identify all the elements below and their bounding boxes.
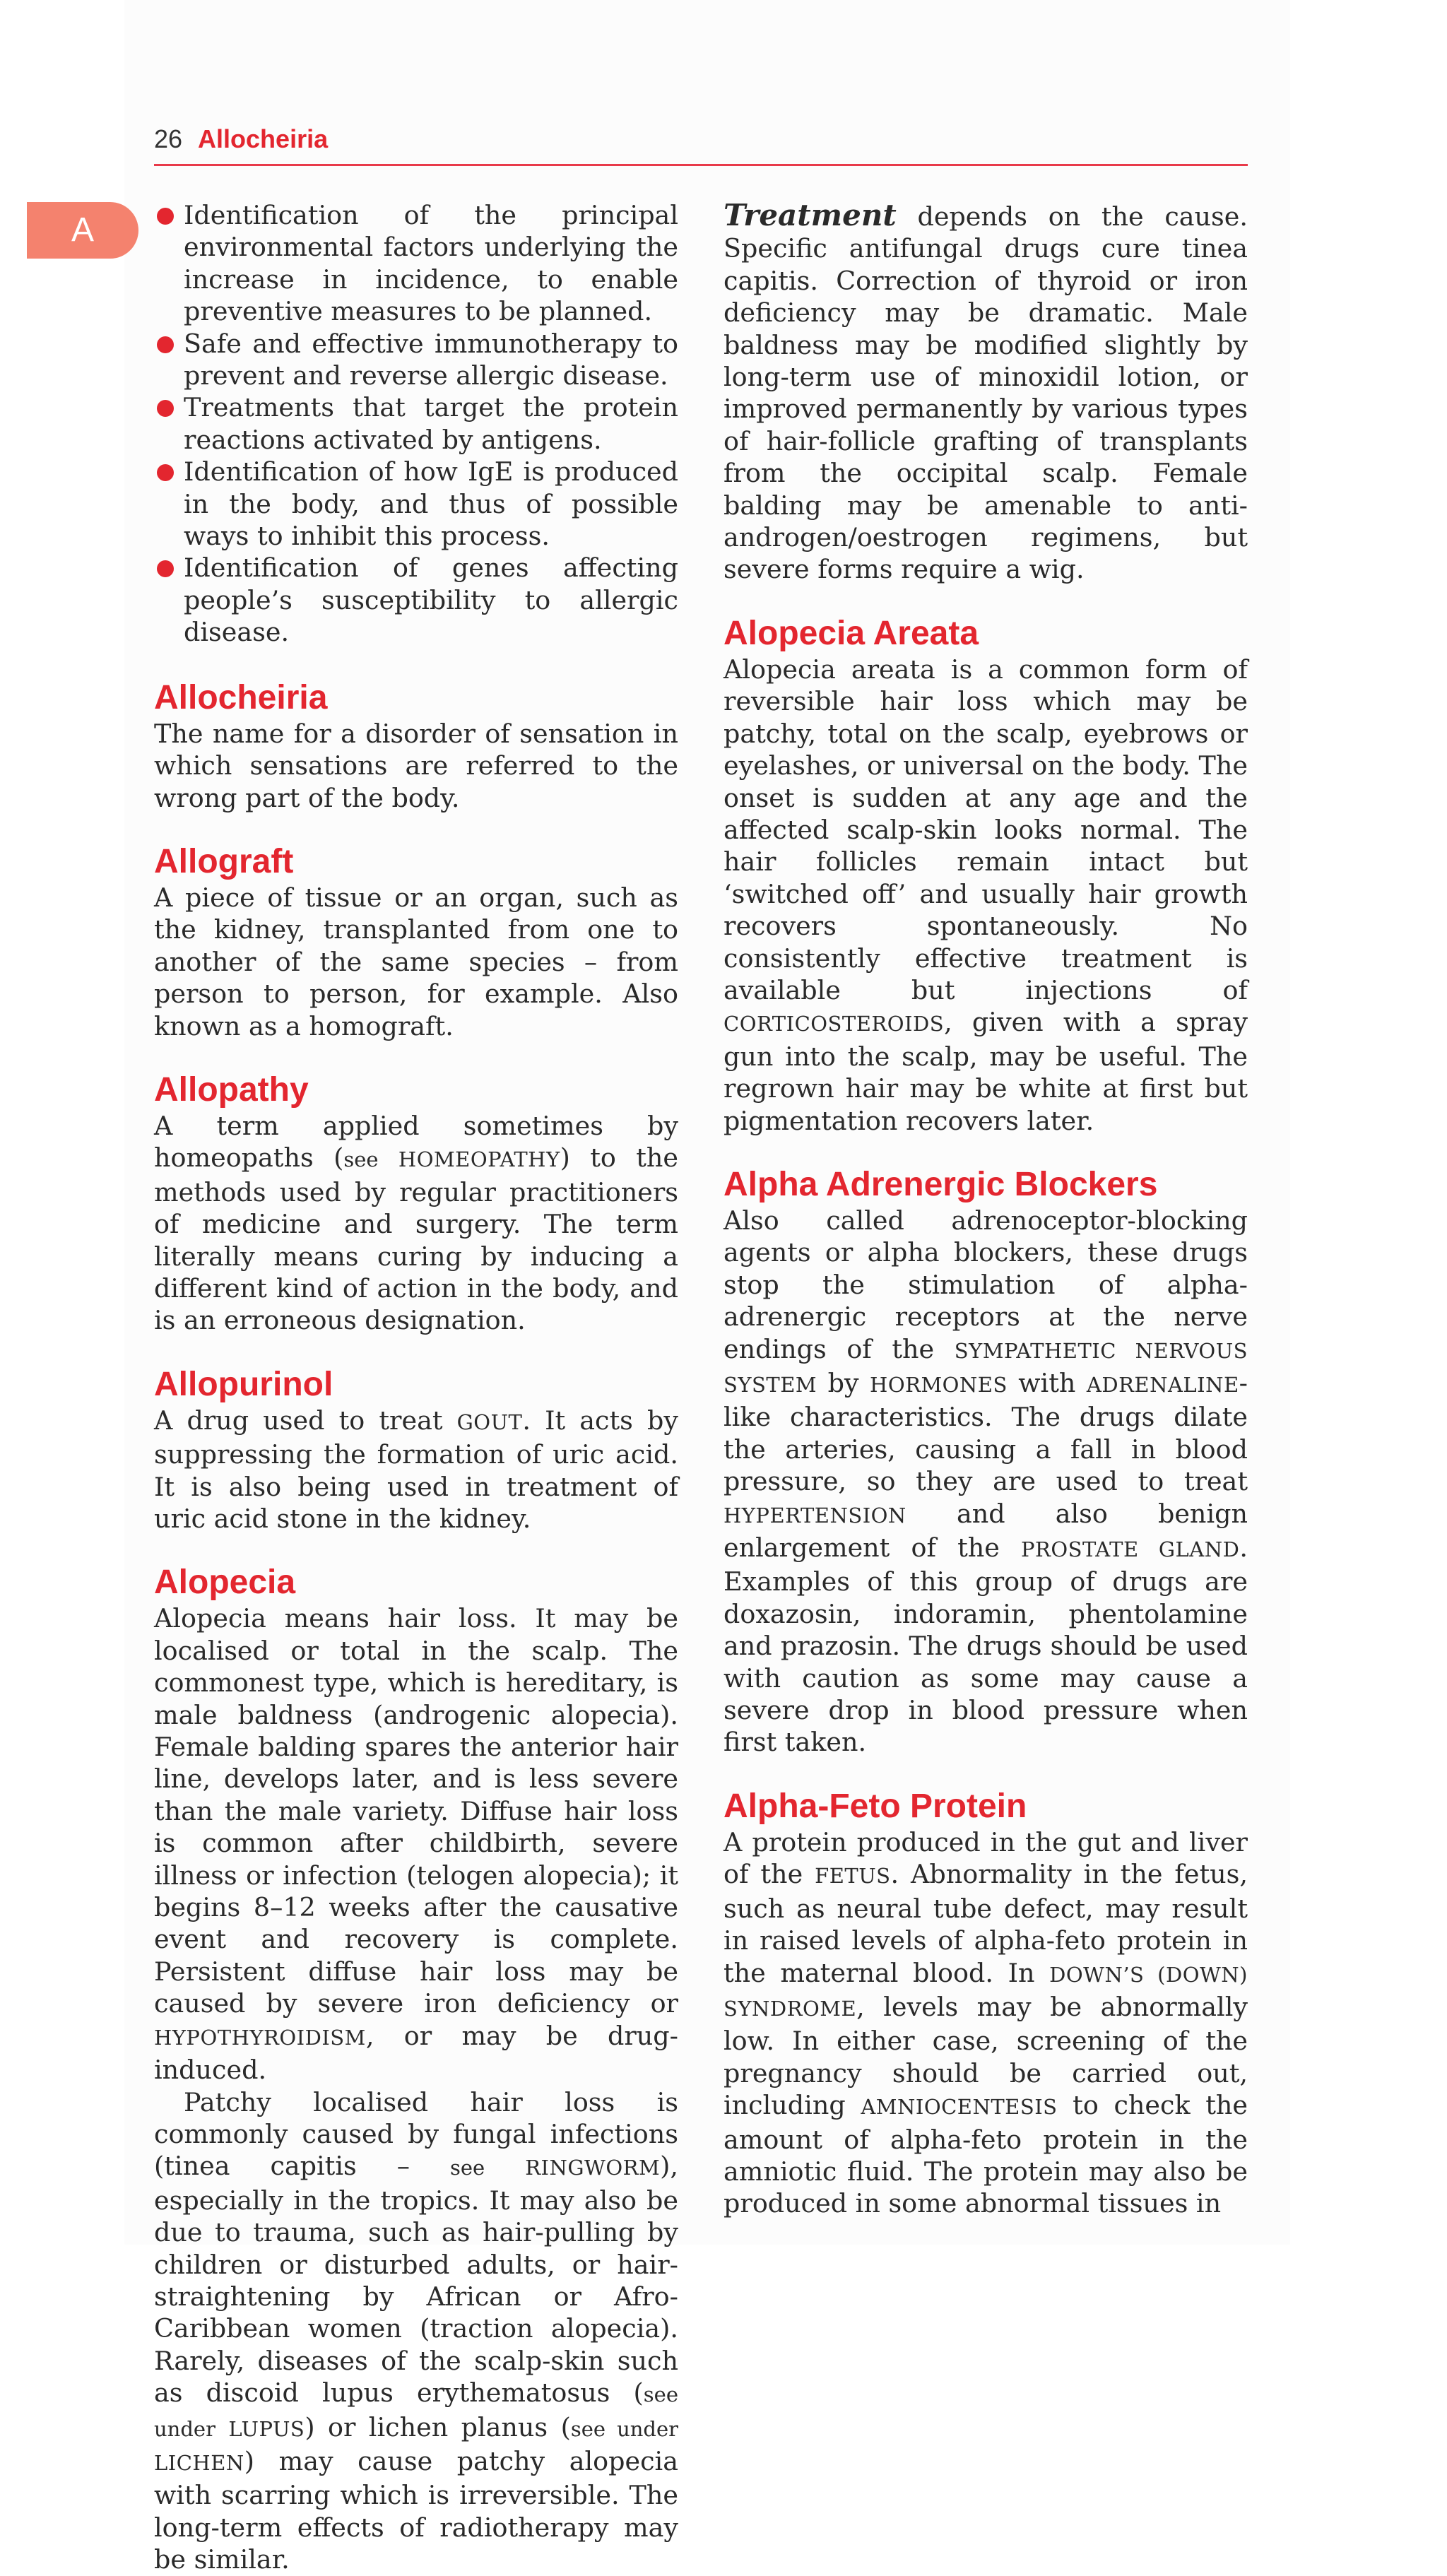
cross-reference-link[interactable]: RINGWORM bbox=[525, 2156, 661, 2180]
cross-reference-link[interactable]: LUPUS bbox=[228, 2416, 305, 2441]
bullet-icon bbox=[157, 560, 174, 577]
bullet-item: Identification of the principal environmental factors underlying the increase in incidence, to enable preventive measures to be planned. bbox=[154, 199, 678, 328]
cross-reference-link[interactable]: HORMONES bbox=[870, 1373, 1008, 1397]
bullet-icon bbox=[157, 336, 174, 353]
cross-reference-link[interactable]: LICHEN bbox=[154, 2450, 244, 2475]
cross-reference-link[interactable]: HYPERTENSION bbox=[724, 1503, 906, 1528]
bullet-item: Safe and effective immunotherapy to prevent and reverse allergic disease. bbox=[154, 328, 678, 392]
letter-thumb-tab[interactable]: A bbox=[27, 202, 138, 259]
entry-body-alpha-blockers: Also called adrenoceptor-blocking agents or alpha blockers, these drugs stop the stimulation of alpha-adrenergic receptors at the nerve endings of the SYMPATHETIC NERVOUS SYSTEM by HORMONES with ADRENALINE-like characteristics. The drugs dilate the arteries, causing a fall in blood pressure, so they are used to treat HYPERTENSION and also benign enlargement of the PROSTATE GLAND. Examples of this group of drugs are doxazosin, indoramin, phentolamine and prazosin. The drugs should be used with caution as some may cause a severe drop in blood pressure when first taken. bbox=[724, 1205, 1248, 1758]
cross-reference-link[interactable]: ADRENALINE bbox=[1086, 1373, 1239, 1397]
entry-body-alopecia-areata: Alopecia areata is a common form of reversible hair loss which may be patchy, total on the scalp, eyebrows or eyelashes, or universal on the body. The onset is sudden at any age and the affected scalp-skin looks normal. The hair follicles remain intact but ‘switched off’ and usually hair growth recovers spontaneously. No consistently effective treatment is available but injections of CORTICOSTEROIDS, given with a spray gun into the scalp, may be useful. The regrown hair may be white at first but pigmentation recovers later. bbox=[724, 654, 1248, 1136]
entry-body-allopathy: A term applied sometimes by homeopaths (see HOMEOPATHY) to the methods used by regular practitioners of medicine and surgery. The term literally means curing by inducing a different kind of action in the body, and is an erroneous designation. bbox=[154, 1110, 678, 1336]
entry-heading-alpha-feto-protein: Alpha-Feto Protein bbox=[724, 1787, 1027, 1825]
entry-heading-allopathy: Allopathy bbox=[154, 1070, 309, 1109]
bullet-item: Treatments that target the protein reactions activated by antigens. bbox=[154, 391, 678, 456]
cross-reference-link[interactable]: SYMPATHETIC NERVOUS SYSTEM bbox=[724, 1338, 1248, 1397]
bullet-icon bbox=[157, 464, 174, 481]
cross-reference-link[interactable]: FETUS bbox=[815, 1864, 891, 1889]
right-column bbox=[724, 199, 1248, 2220]
entry-body-alopecia-treatment: Treatment depends on the cause. Specific antifungal drugs cure tinea capitis. Correction of thyroid or iron deficiency may be dramatic. Male baldness may be modified slightly by long-term use of minoxidil lotion, or improved permanently by various types of hair-follicle grafting of transplants from the occipital scalp. Female balding may be amenable to anti-androgen/oestrogen regimens, but severe forms require a wig. bbox=[724, 198, 1248, 585]
bullet-icon bbox=[157, 400, 174, 417]
entry-heading-allograft: Allograft bbox=[154, 842, 294, 880]
bullet-icon bbox=[157, 208, 174, 225]
left-column bbox=[154, 199, 678, 2576]
entry-body-allocheiria: The name for a disorder of sensation in which sensations are referred to the wrong part of the body. bbox=[154, 718, 678, 813]
running-header bbox=[154, 122, 1248, 166]
cross-reference-link[interactable]: PROSTATE GLAND bbox=[1021, 1537, 1240, 1562]
cross-reference-link[interactable]: HYPOTHYROIDISM bbox=[154, 2025, 366, 2050]
allergy-research-bullets bbox=[154, 199, 678, 649]
treatment-run-in: Treatment bbox=[724, 198, 897, 232]
entry-body-allopurinol: A drug used to treat GOUT. It acts by suppressing the formation of uric acid. It is also being used in treatment of uric acid stone in the kidney. bbox=[154, 1405, 678, 1534]
cross-reference-link[interactable]: CORTICOSTEROIDS bbox=[724, 1012, 945, 1036]
entry-body-alopecia-p2: Patchy localised hair loss is commonly caused by fungal infections (tinea capitis – see RINGWORM), especially in the tropics. It may also be due to trauma, such as hair-pulling by children or disturbed adults, or hair-straightening by African or Afro-Caribbean women (traction alopecia). Rarely, diseases of the scalp-skin such as discoid lupus erythematosus (see under LUPUS) or lichen planus (see under LICHEN) may cause patchy alopecia with scarring which is irreversible. The long-term effects of radiotherapy may be similar. bbox=[154, 2086, 679, 2575]
entry-heading-allopurinol: Allopurinol bbox=[154, 1365, 333, 1403]
entry-heading-alopecia: Alopecia bbox=[154, 1564, 296, 1602]
cross-reference-link[interactable]: HOMEOPATHY bbox=[398, 1147, 560, 1172]
entry-body-alopecia-p1: Alopecia means hair loss. It may be localised or total in the scalp. The commonest type, which is hereditary, is male baldness (androgenic alopecia). Female balding spares the anterior hair line, develops later, and is less severe than the male variety. Diffuse hair loss is common after childbirth, severe illness or infection (telogen alopecia); it begins 8–12 weeks after the causative event and recovery is complete. Persistent diffuse hair loss may be caused by severe iron deficiency or HYPOTHYROIDISM, or may be drug-induced. bbox=[154, 1603, 678, 2086]
entry-body-alpha-feto-protein: A protein produced in the gut and liver of the FETUS. Abnormality in the fetus, such as neural tube defect, may result in raised levels of alpha-feto protein in the maternal blood. In DOWN’S (DOWN) SYNDROME, levels may be abnormally low. In either case, screening of the pregnancy should be carried out, including AMNIOCENTESIS to check the amount of alpha-feto protein in the amniotic fluid. The protein may also be produced in some abnormal tissues in bbox=[724, 1826, 1248, 2219]
entry-heading-allocheiria: Allocheiria bbox=[154, 678, 328, 716]
cross-reference-link[interactable]: AMNIOCENTESIS bbox=[861, 2095, 1058, 2120]
running-title: Allocheiria bbox=[198, 124, 329, 153]
bullet-item: Identification of genes affecting people’s susceptibility to allergic disease. bbox=[154, 552, 678, 648]
cross-reference-link[interactable]: DOWN’S (DOWN) SYNDROME bbox=[724, 1962, 1248, 2021]
cross-reference-link[interactable]: GOUT bbox=[456, 1410, 523, 1434]
bullet-item: Identification of how IgE is produced in the body, and thus of possible ways to inhibit this process. bbox=[154, 456, 678, 552]
entry-body-allograft: A piece of tissue or an organ, such as the kidney, transplanted from one to another of the same species – from person to person, for example. Also known as a homograft. bbox=[154, 882, 678, 1041]
entry-heading-alopecia-areata: Alopecia Areata bbox=[724, 614, 979, 652]
page-number: 26 bbox=[154, 124, 183, 153]
entry-heading-alpha-blockers: Alpha Adrenergic Blockers bbox=[724, 1165, 1158, 1203]
